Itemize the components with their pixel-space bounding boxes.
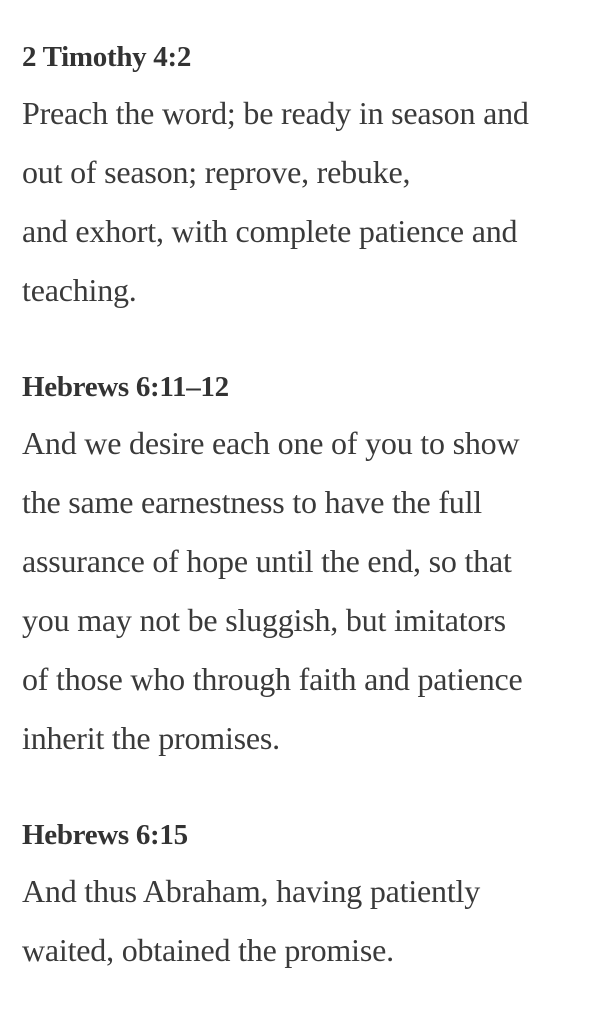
verse-line: you may not be sluggish, but imitators [22, 602, 506, 638]
passage-reference: 2 Timothy 4:2 [22, 41, 192, 73]
passage-reference: Hebrews 6:15 [22, 819, 188, 851]
verse-line: And thus Abraham, having patiently [22, 873, 481, 909]
passage-text [22, 84, 529, 320]
verse-line: assurance of hope until the end, so that [22, 543, 512, 579]
verse-line: out of season; reprove, rebuke, [22, 154, 411, 190]
verse-line: And we desire each one of you to show [22, 425, 520, 461]
passage-2-timothy-4-2 [22, 40, 529, 320]
passage-text [22, 862, 480, 980]
passage-hebrews-6-11-12 [22, 370, 523, 768]
verse-line: teaching. [22, 272, 137, 308]
passage-text [22, 414, 523, 768]
passage-reference: Hebrews 6:11–12 [22, 371, 229, 403]
verse-line: of those who through faith and patience [22, 661, 523, 697]
passage-hebrews-6-15 [22, 818, 480, 980]
verse-line: the same earnestness to have the full [22, 484, 482, 520]
verse-line: waited, obtained the promise. [22, 932, 394, 968]
verse-line: and exhort, with complete patience and [22, 213, 518, 249]
verse-line: Preach the word; be ready in season and [22, 95, 529, 131]
verse-line: inherit the promises. [22, 720, 280, 756]
